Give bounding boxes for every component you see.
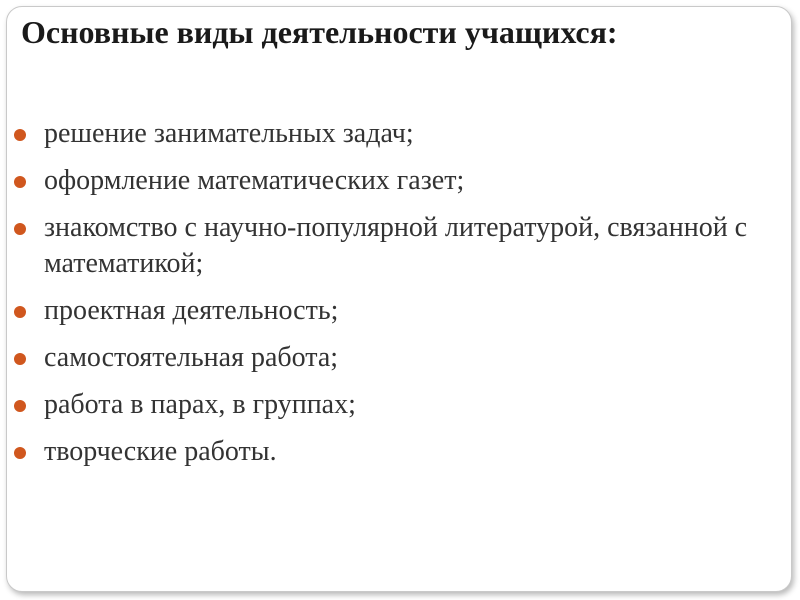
list-item-text: решение занимательных задач; [44, 118, 414, 149]
list-item [14, 210, 784, 282]
bullet-list [14, 116, 784, 481]
list-item-text: творческие работы. [44, 436, 277, 467]
slide-title: Основные виды деятельности учащихся: [21, 14, 618, 50]
list-item [14, 163, 784, 199]
list-item-text: проектная деятельность; [44, 295, 339, 326]
bullet-dot-icon [14, 400, 26, 412]
list-item [14, 116, 784, 152]
bullet-dot-icon [14, 129, 26, 141]
bullet-dot-icon [14, 176, 26, 188]
list-item [14, 340, 784, 376]
list-item-text: самостоятельная работа; [44, 342, 339, 373]
list-item [14, 387, 784, 423]
list-item-text: оформление математических газет; [44, 165, 465, 196]
list-item-text: работа в парах, в группах; [44, 389, 356, 420]
bullet-dot-icon [14, 353, 26, 365]
bullet-dot-icon [14, 223, 26, 235]
list-item [14, 434, 784, 470]
list-item-text: знакомство с научно-популярной литературой, связанной с математикой; [44, 212, 748, 279]
bullet-dot-icon [14, 447, 26, 459]
bullet-dot-icon [14, 306, 26, 318]
list-item [14, 293, 784, 329]
